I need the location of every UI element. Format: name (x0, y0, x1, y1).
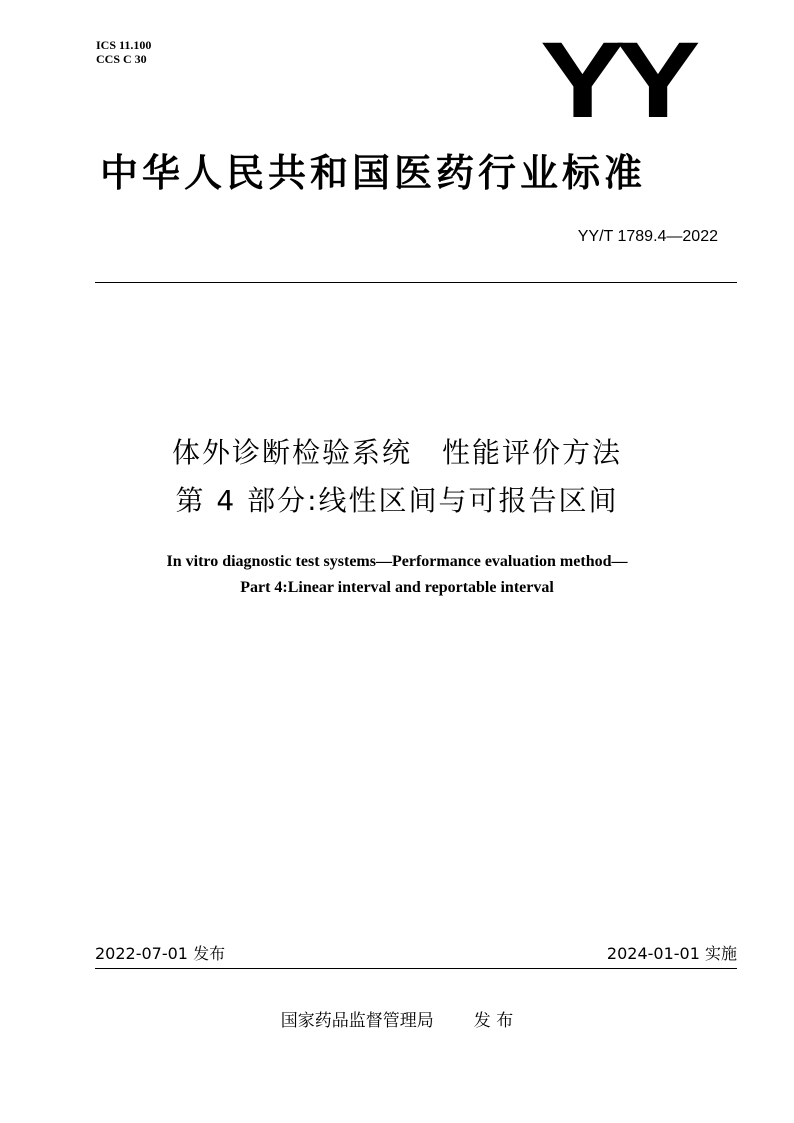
classification-codes (96, 38, 151, 66)
ccs-code: CCS C 30 (96, 52, 147, 66)
header-divider (95, 282, 737, 283)
issuer-action: 发 布 (473, 1011, 514, 1031)
english-title-line-2: Part 4:Linear interval and reportable interval (240, 579, 554, 596)
standard-category-title: 中华人民共和国医药行业标准 (100, 151, 647, 195)
english-title-line-1: In vitro diagnostic test systems—Performance evaluation method— (166, 553, 628, 570)
ics-code: ICS 11.100 (96, 38, 152, 52)
chinese-title-line-2: 第 4 部分:线性区间与可报告区间 (175, 484, 619, 517)
chinese-title-line-1: 体外诊断检验系统 性能评价方法 (171, 436, 622, 469)
issue-date: 2022-07-01 发布 (95, 944, 226, 963)
implementation-date: 2024-01-01 实施 (606, 944, 737, 963)
issuing-authority (0, 1009, 794, 1033)
yy-logo: YY (540, 19, 692, 140)
issuer-name: 国家药品监督管理局 (280, 1011, 434, 1031)
standard-number: YY/T 1789.4—2022 (577, 228, 718, 245)
footer-divider (95, 968, 737, 969)
